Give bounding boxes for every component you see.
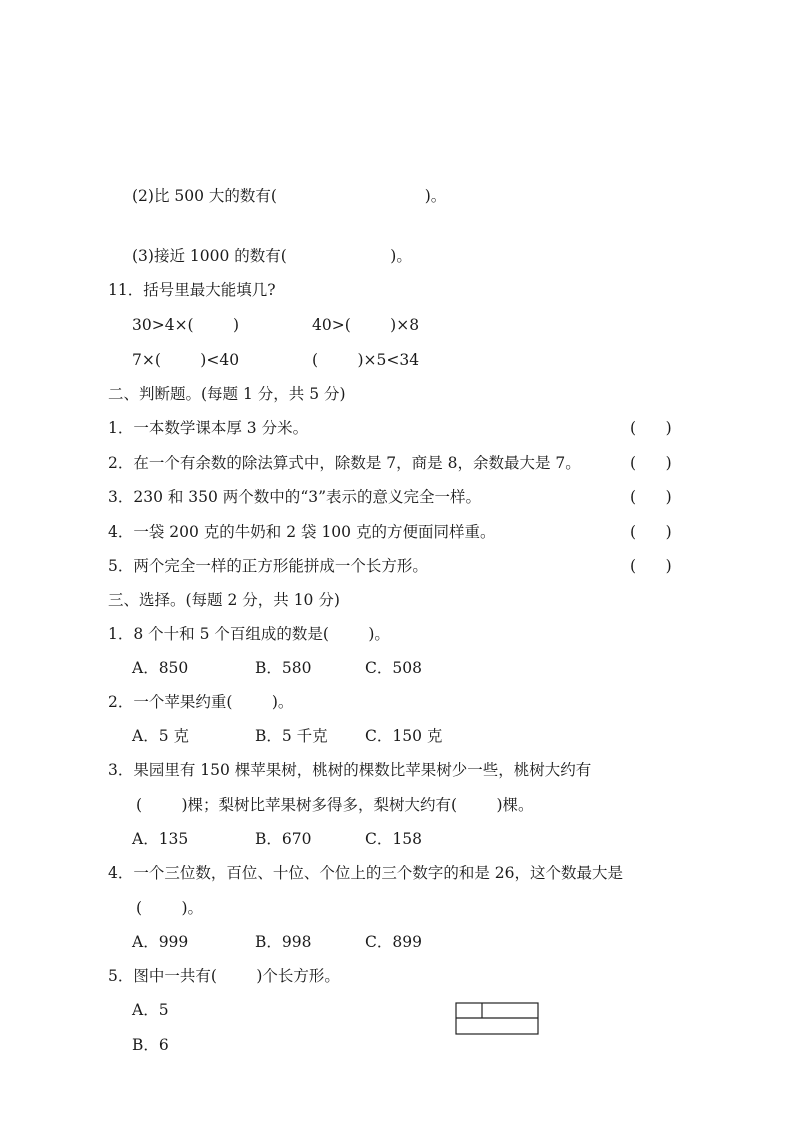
choice-q3-stem-1: 3．果园里有 150 棵苹果树，桃树的棵数比苹果树少一些，桃树大约有 <box>108 761 592 779</box>
judge-paren-5: ( ) <box>630 557 672 575</box>
choice-q3-option-c: C．158 <box>365 830 422 848</box>
judge-item-4: 4．一袋 200 克的牛奶和 2 袋 100 克的方便面同样重。 <box>108 523 496 541</box>
section2-heading: 二、判断题。(每题 1 分，共 5 分) <box>108 385 346 403</box>
choice-q2-option-b: B．5 千克 <box>255 727 328 745</box>
judge-item-1: 1．一本数学课本厚 3 分米。 <box>108 419 309 437</box>
choice-q3-stem-2: ( )棵；梨树比苹果树多得多，梨树大约有( )棵。 <box>136 796 534 814</box>
choice-q2-option-c: C．150 克 <box>365 727 443 745</box>
choice-q4-option-a: A．999 <box>132 933 189 951</box>
q11-b: 40>( )×8 <box>312 316 420 334</box>
choice-q2-option-a: A．5 克 <box>132 727 189 745</box>
choice-q1-option-c: C．508 <box>365 659 422 677</box>
judge-item-2: 2．在一个有余数的除法算式中，除数是 7，商是 8，余数最大是 7。 <box>108 454 581 472</box>
rectangles-figure <box>455 1002 541 1036</box>
q11-c: 7×( )<40 <box>132 351 240 369</box>
choice-q4-option-b: B．998 <box>255 933 312 951</box>
section3-heading: 三、选择。(每题 2 分，共 10 分) <box>108 591 340 609</box>
judge-paren-2: ( ) <box>630 454 672 472</box>
q10-sub3: (3)接近 1000 的数有( )。 <box>132 247 412 265</box>
choice-q5-option-b: B．6 <box>132 1036 169 1054</box>
choice-q4-stem-1: 4．一个三位数，百位、十位、个位上的三个数字的和是 26，这个数最大是 <box>108 864 624 882</box>
choice-q5-option-a: A．5 <box>132 1001 169 1019</box>
judge-paren-4: ( ) <box>630 523 672 541</box>
judge-paren-1: ( ) <box>630 419 672 437</box>
q10-sub2: (2)比 500 大的数有( )。 <box>132 187 447 205</box>
q11-d: ( )×5<34 <box>312 351 420 369</box>
q11-title: 11．括号里最大能填几? <box>108 281 276 299</box>
judge-item-5: 5．两个完全一样的正方形能拼成一个长方形。 <box>108 557 428 575</box>
choice-q4-stem-2: ( )。 <box>136 899 204 917</box>
judge-item-3: 3．230 和 350 两个数中的“3”表示的意义完全一样。 <box>108 488 482 506</box>
q11-a: 30>4×( ) <box>132 316 240 334</box>
choice-q1-stem: 1．8 个十和 5 个百组成的数是( )。 <box>108 625 390 643</box>
choice-q1-option-b: B．580 <box>255 659 312 677</box>
choice-q3-option-a: A．135 <box>132 830 189 848</box>
choice-q2-stem: 2．一个苹果约重( )。 <box>108 693 294 711</box>
choice-q1-option-a: A．850 <box>132 659 189 677</box>
choice-q5-stem: 5．图中一共有( )个长方形。 <box>108 967 340 985</box>
judge-paren-3: ( ) <box>630 488 672 506</box>
choice-q3-option-b: B．670 <box>255 830 312 848</box>
choice-q4-option-c: C．899 <box>365 933 422 951</box>
